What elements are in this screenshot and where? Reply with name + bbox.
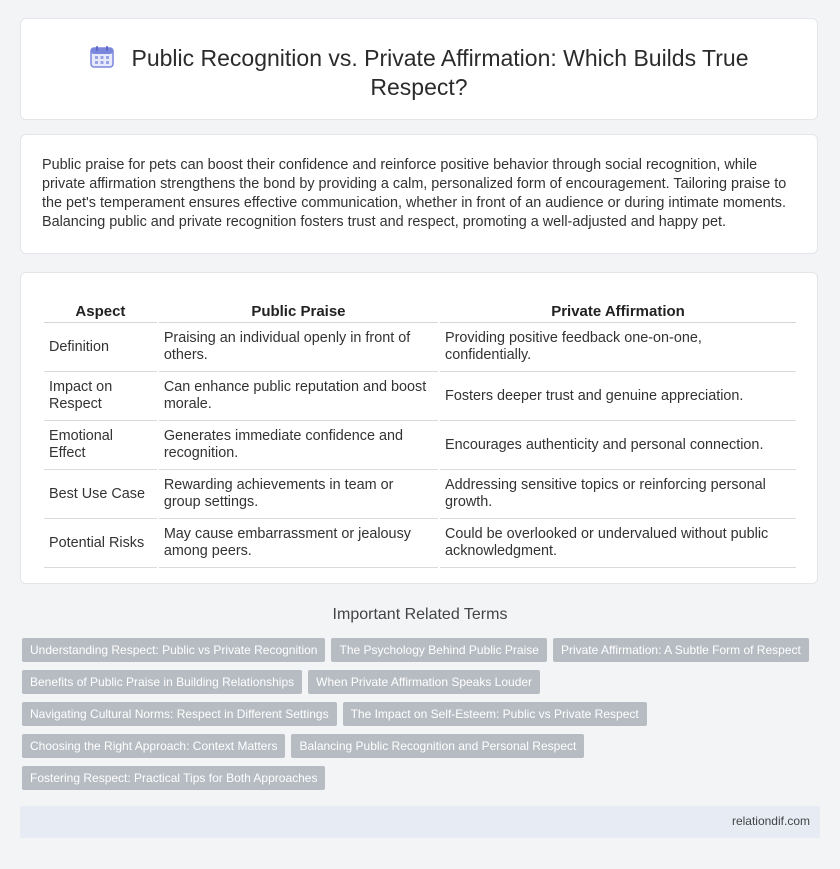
aspect-cell: Best Use Case <box>44 470 157 519</box>
public-cell: Praising an individual openly in front of others. <box>159 323 438 372</box>
table-row <box>44 372 796 421</box>
related-term-link[interactable]: Understanding Respect: Public vs Private Recognition <box>22 638 325 662</box>
private-cell: Addressing sensitive topics or reinforcing personal growth. <box>440 470 796 519</box>
private-cell: Could be overlooked or undervalued without public acknowledgment. <box>440 519 796 568</box>
header-public-praise: Public Praise <box>159 294 438 323</box>
intro-card <box>20 134 818 254</box>
related-terms-list <box>22 638 822 790</box>
public-cell: May cause embarrassment or jealousy among peers. <box>159 519 438 568</box>
intro-paragraph: Public praise for pets can boost their confidence and reinforce positive behavior through social recognition, while private affirmation strengthens the bond by providing a calm, personalized form of encouragement. Tailoring praise to the pet's temperament ensures effective communication, whether in front of an audience or during intimate moments. Balancing public and private recognition fosters trust and respect, promoting a well-adjusted and happy pet. <box>42 157 787 230</box>
related-term-link[interactable]: The Impact on Self-Esteem: Public vs Private Respect <box>343 702 647 726</box>
related-term-link[interactable]: Private Affirmation: A Subtle Form of Respect <box>553 638 809 662</box>
header-aspect: Aspect <box>44 294 157 323</box>
header-private-affirmation: Private Affirmation <box>440 294 796 323</box>
private-cell: Fosters deeper trust and genuine appreciation. <box>440 372 796 421</box>
private-cell: Encourages authenticity and personal connection. <box>440 421 796 470</box>
table-row <box>44 421 796 470</box>
comparison-table <box>42 294 798 568</box>
aspect-cell: Potential Risks <box>44 519 157 568</box>
aspect-cell: Impact on Respect <box>44 372 157 421</box>
table-header-row <box>44 294 796 323</box>
title-row <box>21 44 817 102</box>
related-term-link[interactable]: Balancing Public Recognition and Personal Respect <box>291 734 584 758</box>
related-term-link[interactable]: Benefits of Public Praise in Building Relationships <box>22 670 302 694</box>
header-card <box>20 18 818 120</box>
aspect-cell: Emotional Effect <box>44 421 157 470</box>
calendar-icon <box>89 45 115 69</box>
related-term-link[interactable]: Choosing the Right Approach: Context Matters <box>22 734 285 758</box>
table-row <box>44 519 796 568</box>
public-cell: Rewarding achievements in team or group settings. <box>159 470 438 519</box>
related-terms-heading: Important Related Terms <box>332 606 508 623</box>
private-cell: Providing positive feedback one-on-one, confidentially. <box>440 323 796 372</box>
footer <box>20 806 820 838</box>
related-term-link[interactable]: Navigating Cultural Norms: Respect in Different Settings <box>22 702 337 726</box>
public-cell: Generates immediate confidence and recognition. <box>159 421 438 470</box>
footer-site-link[interactable]: relationdif.com <box>731 814 810 828</box>
table-row <box>44 323 796 372</box>
related-term-link[interactable]: The Psychology Behind Public Praise <box>331 638 546 662</box>
public-cell: Can enhance public reputation and boost morale. <box>159 372 438 421</box>
related-term-link[interactable]: Fostering Respect: Practical Tips for Both Approaches <box>22 766 325 790</box>
table-row <box>44 470 796 519</box>
aspect-cell: Definition <box>44 323 157 372</box>
related-term-link[interactable]: When Private Affirmation Speaks Louder <box>308 670 540 694</box>
comparison-card <box>20 272 818 584</box>
page-title: Public Recognition vs. Private Affirmation: Which Builds True Respect? <box>131 45 749 100</box>
